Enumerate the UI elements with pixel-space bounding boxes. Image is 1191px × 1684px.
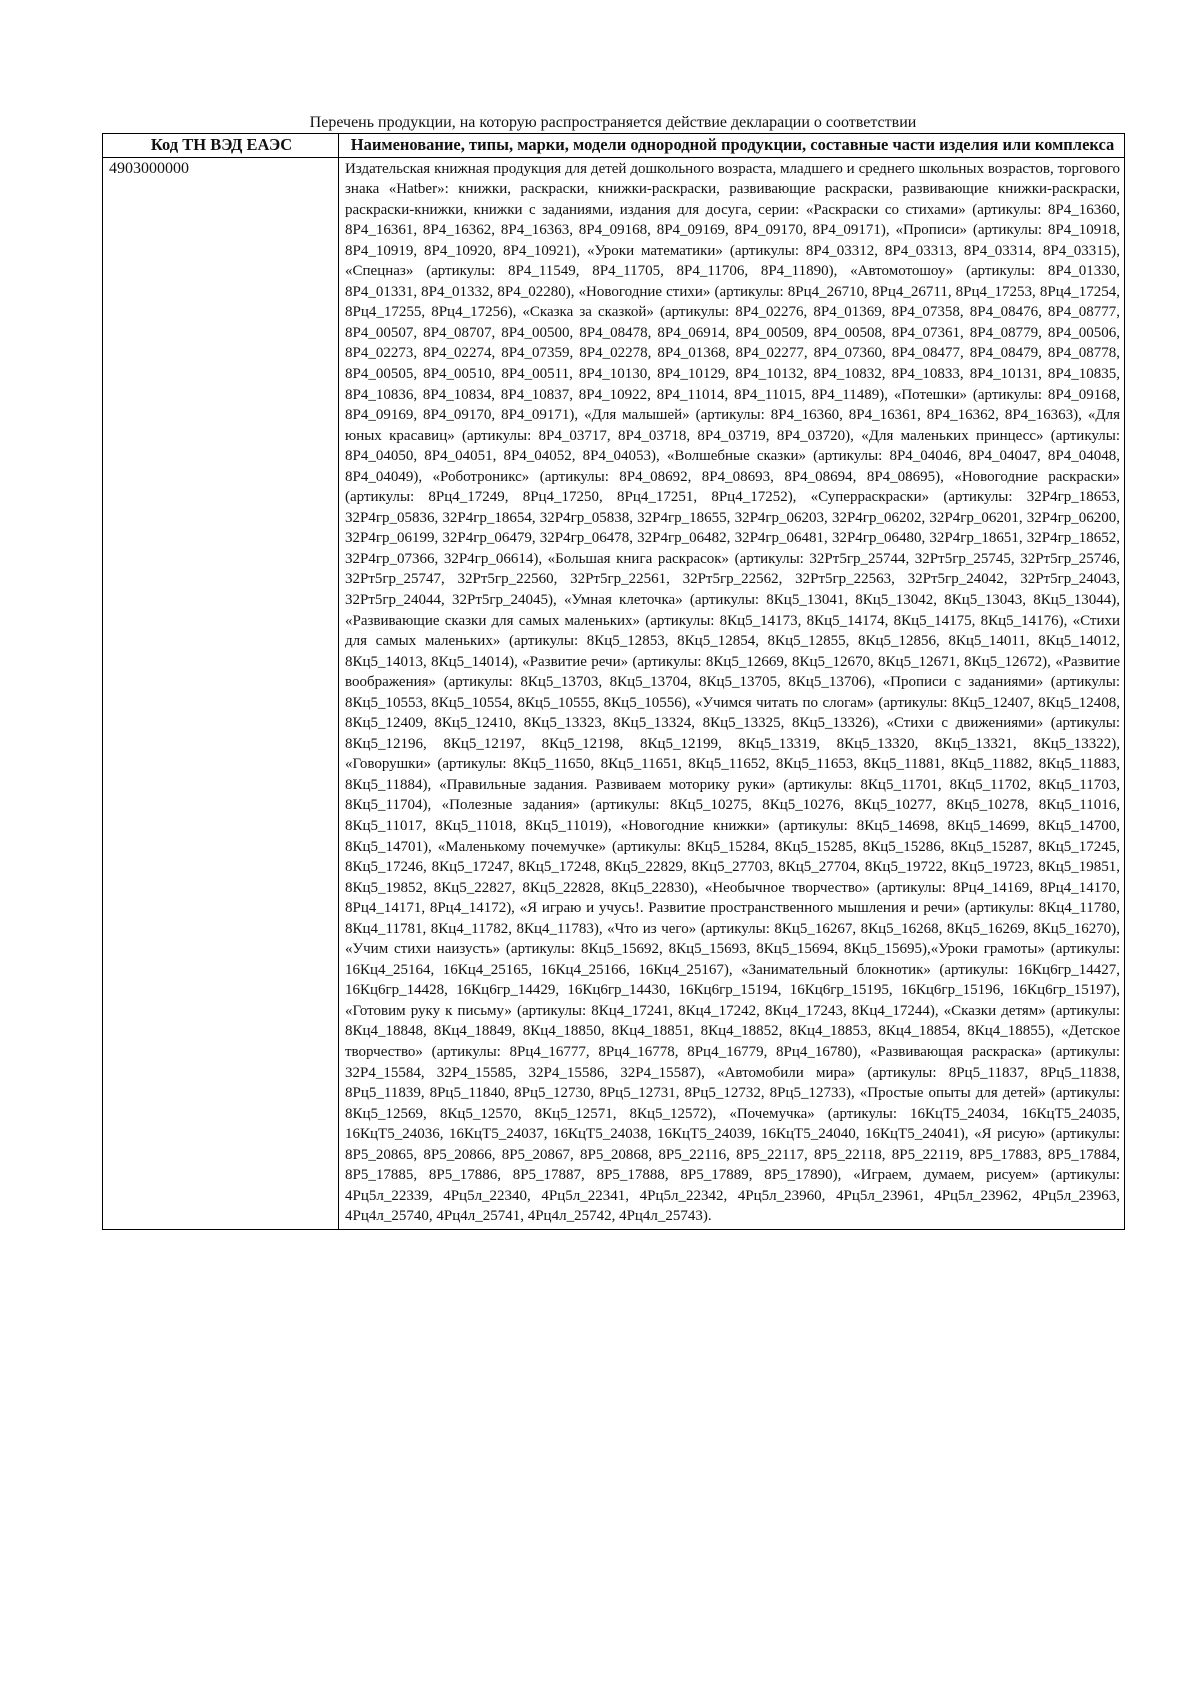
header-code: Код ТН ВЭД ЕАЭС (103, 134, 339, 158)
document-title: Перечень продукции, на которую распространяется действие декларации о соответствии (309, 114, 917, 131)
product-description-cell: Издательская книжная продукция для детей дошкольного возраста, младшего и среднего школьных возрастов, торгового знака «Hatber»: книжки, раскраски, книжки-раскраски, развивающие раскраски, развивающие книжки-раскраски, раскраски-книжки, книжки с заданиями, издания для досуга, серии: «Раскраски со стихами» (артикулы: 8Р4_16360, 8Р4_16361, 8Р4_16362, 8Р4_16363, 8Р4_09168, 8Р4_09169, 8Р4_09170, 8Р4_09171), «Прописи» (артикулы: 8Р4_10918, 8Р4_10919, 8Р4_10920, 8Р4_10921), «Уроки математики» (артикулы: 8Р4_03312, 8Р4_03313, 8Р4_03314, 8Р4_03315), «Спецназ» (артикулы: 8Р4_11549, 8Р4_11705, 8Р4_11706, 8Р4_11890), «Автомотошоу» (артикулы: 8Р4_01330, 8Р4_01331, 8Р4_01332, 8Р4_02280), «Новогодние стихи» (артикулы: 8Рц4_26710, 8Рц4_26711, 8Рц4_17253, 8Рц4_17254, 8Рц4_17255, 8Рц4_17256), «Сказка за сказкой» (артикулы: 8Р4_02276, 8Р4_01369, 8Р4_07358, 8Р4_08476, 8Р4_08777, 8Р4_00507, 8Р4_08707, 8Р4_00500, 8Р4_08478, 8Р4_06914, 8Р4_00509, 8Р4_00508, 8Р4_07361, 8Р4_08779, 8Р4_00506, 8Р4_02273, 8Р4_02274, 8Р4_07359, 8Р4_02278, 8Р4_01368, 8Р4_02277, 8Р4_07360, 8Р4_08477, 8Р4_08479, 8Р4_08778, 8Р4_00505, 8Р4_00510, 8Р4_00511, 8Р4_10130, 8Р4_10129, 8Р4_10132, 8Р4_10832, 8Р4_10833, 8Р4_10131, 8Р4_10835, 8Р4_10836, 8Р4_10834, 8Р4_10837, 8Р4_10922, 8Р4_11014, 8Р4_11015, 8Р4_11489), «Потешки» (артикулы: 8Р4_09168, 8Р4_09169, 8Р4_09170, 8Р4_09171), «Для малышей» (артикулы: 8Р4_16360, 8Р4_16361, 8Р4_16362, 8Р4_16363), «Для юных красавиц» (артикулы: 8Р4_03717, 8Р4_03718, 8Р4_03719, 8Р4_03720), «Для маленьких принцесс» (артикулы: 8Р4_04050, 8Р4_04051, 8Р4_04052, 8Р4_04053), «Волшебные сказки» (артикулы: 8Р4_04046, 8Р4_04047, 8Р4_04048, 8Р4_04049), «Роботроникс» (артикулы: 8Р4_08692, 8Р4_08693, 8Р4_08694, 8Р4_08695), «Новогодние раскраски» (артикулы: 8Рц4_17249, 8Рц4_17250, 8Рц4_17251, 8Рц4_17252), «Суперраскраски» (артикулы: 32Р4гр_18653, 32Р4гр_05836, 32Р4гр_18654, 32Р4гр_05838, 32Р4гр_18655, 32Р4гр_06203, 32Р4гр_06202, 32Р4гр_06201, 32Р4гр_06200, 32Р4гр_06199, 32Р4гр_06479, 32Р4гр_06478, 32Р4гр_06482, 32Р4гр_06481, 32Р4гр_06480, 32Р4гр_18651, 32Р4гр_18652, 32Р4гр_07366, 32Р4гр_06614), «Большая книга раскрасок» (артикулы: 32Рт5гр_25744, 32Рт5гр_25745, 32Рт5гр_25746, 32Рт5гр_25747, 32Рт5гр_22560, 32Рт5гр_22561, 32Рт5гр_22562, 32Рт5гр_22563, 32Рт5гр_24042, 32Рт5гр_24043, 32Рт5гр_24044, 32Рт5гр_24045), «Умная клеточка» (артикулы: 8Кц5_13041, 8Кц5_13042, 8Кц5_13043, 8Кц5_13044), «Развивающие сказки для самых маленьких» (артикулы: 8Кц5_14173, 8Кц5_14174, 8Кц5_14175, 8Кц5_14176), «Стихи для самых маленьких» (артикулы: 8Кц5_12853, 8Кц5_12854, 8Кц5_12855, 8Кц5_12856, 8Кц5_14011, 8Кц5_14012, 8Кц5_14013, 8Кц5_14014), «Развитие речи» (артикулы: 8Кц5_12669, 8Кц5_12670, 8Кц5_12671, 8Кц5_12672), «Развитие воображения» (артикулы: 8Кц5_13703, 8Кц5_13704, 8Кц5_13705, 8Кц5_13706), «Прописи с заданиями» (артикулы: 8Кц5_10553, 8Кц5_10554, 8Кц5_10555, 8Кц5_10556), «Учимся читать по слогам» (артикулы: 8Кц5_12407, 8Кц5_12408, 8Кц5_12409, 8Кц5_12410, 8Кц5_13323, 8Кц5_13324, 8Кц5_13325, 8Кц5_13326), «Стихи с движениями» (артикулы: 8Кц5_12196, 8Кц5_12197, 8Кц5_12198, 8Кц5_12199, 8Кц5_13319, 8Кц5_13320, 8Кц5_13321, 8Кц5_13322), «Говорушки» (артикулы: 8Кц5_11650, 8Кц5_11651, 8Кц5_11652, 8Кц5_11653, 8Кц5_11881, 8Кц5_11882, 8Кц5_11883, 8Кц5_11884), «Правильные задания. Развиваем моторику руки» (артикулы: 8Кц5_11701, 8Кц5_11702, 8Кц5_11703, 8Кц5_11704), «Полезные задания» (артикулы: 8Кц5_10275, 8Кц5_10276, 8Кц5_10277, 8Кц5_10278, 8Кц5_11016, 8Кц5_11017, 8Кц5_11018, 8Кц5_11019), «Новогодние книжки» (артикулы: 8Кц5_14698, 8Кц5_14699, 8Кц5_14700, 8Кц5_14701), «Маленькому почемучке» (артикулы: 8Кц5_15284, 8Кц5_15285, 8Кц5_15286, 8Кц5_15287, 8Кц5_17245, 8Кц5_17246, 8Кц5_17247, 8Кц5_17248, 8Кц5_22829, 8Кц5_27703, 8Кц5_27704, 8Кц5_19722, 8Кц5_19723, 8Кц5_19851, 8Кц5_19852, 8Кц5_22827, 8Кц5_22828, 8Кц5_22830), «Необычное творчество» (артикулы: 8Рц4_14169, 8Рц4_14170, 8Рц4_14171, 8Рц4_14172), «Я играю и учусь!. Развитие пространственного мышления и речи» (артикулы: 8Кц4_11780, 8Кц4_11781, 8Кц4_11782, 8Кц4_11783), «Что из чего» (артикулы: 8Кц5_16267, 8Кц5_16268, 8Кц5_16269, 8Кц5_16270), «Учим стихи наизусть» (артикулы: 8Кц5_15692, 8Кц5_15693, 8Кц5_15694, 8Кц5_15695),«Уроки грамоты» (артикулы: 16Кц4_25164, 16Кц4_25165, 16Кц4_25166, 16Кц4_25167), «Занимательный блокнотик» (артикулы: 16Кц6гр_14427, 16Кц6гр_14428, 16Кц6гр_14429, 16Кц6гр_14430, 16Кц6гр_15194, 16Кц6гр_15195, 16Кц6гр_15196, 16Кц6гр_15197), «Готовим руку к письму» (артикулы: 8Кц4_17241, 8Кц4_17242, 8Кц4_17243, 8Кц4_17244), «Сказки детям» (артикулы: 8Кц4_18848, 8Кц4_18849, 8Кц4_18850, 8Кц4_18851, 8Кц4_18852, 8Кц4_18853, 8Кц4_18854, 8Кц4_18855), «Детское творчество» (артикулы: 8Рц4_16777, 8Рц4_16778, 8Рц4_16779, 8Рц4_16780), «Развивающая раскраска» (артикулы: 32Р4_15584, 32Р4_15585, 32Р4_15586, 32Р4_15587), «Автомобили мира» (артикулы: 8Рц5_11837, 8Рц5_11838, 8Рц5_11839, 8Рц5_11840, 8Рц5_12730, 8Рц5_12731, 8Рц5_12732, 8Рц5_12733), «Простые опыты для детей» (артикулы: 8Кц5_12569, 8Кц5_12570, 8Кц5_12571, 8Кц5_12572), «Почемучка» (артикулы: 16КцТ5_24034, 16КцТ5_24035, 16КцТ5_24036, 16КцТ5_24037, 16КцТ5_24038, 16КцТ5_24039, 16КцТ5_24040, 16КцТ5_24041), «Я рисую» (артикулы: 8Р5_20865, 8Р5_20866, 8Р5_20867, 8Р5_20868, 8Р5_22116, 8Р5_22117, 8Р5_22118, 8Р5_22119, 8Р5_17883, 8Р5_17884, 8Р5_17885, 8Р5_17886, 8Р5_17887, 8Р5_17888, 8Р5_17889, 8Р5_17890), «Играем, думаем, рисуем» (артикулы: 4Рц5л_22339, 4Рц5л_22340, 4Рц5л_22341, 4Рц5л_22342, 4Рц5л_23960, 4Рц5л_23961, 4Рц5л_23962, 4Рц5л_23963, 4Рц4л_25740, 4Рц4л_25741, 4Рц4л_25742, 4Рц4л_25743). (339, 157, 1125, 1229)
tnved-code-cell: 4903000000 (103, 157, 339, 1229)
table-row (103, 157, 1125, 1229)
product-table (102, 133, 1125, 1230)
table-header-row (103, 134, 1125, 158)
header-name: Наименование, типы, марки, модели однородной продукции, составные части изделия или комплекса (339, 134, 1125, 158)
